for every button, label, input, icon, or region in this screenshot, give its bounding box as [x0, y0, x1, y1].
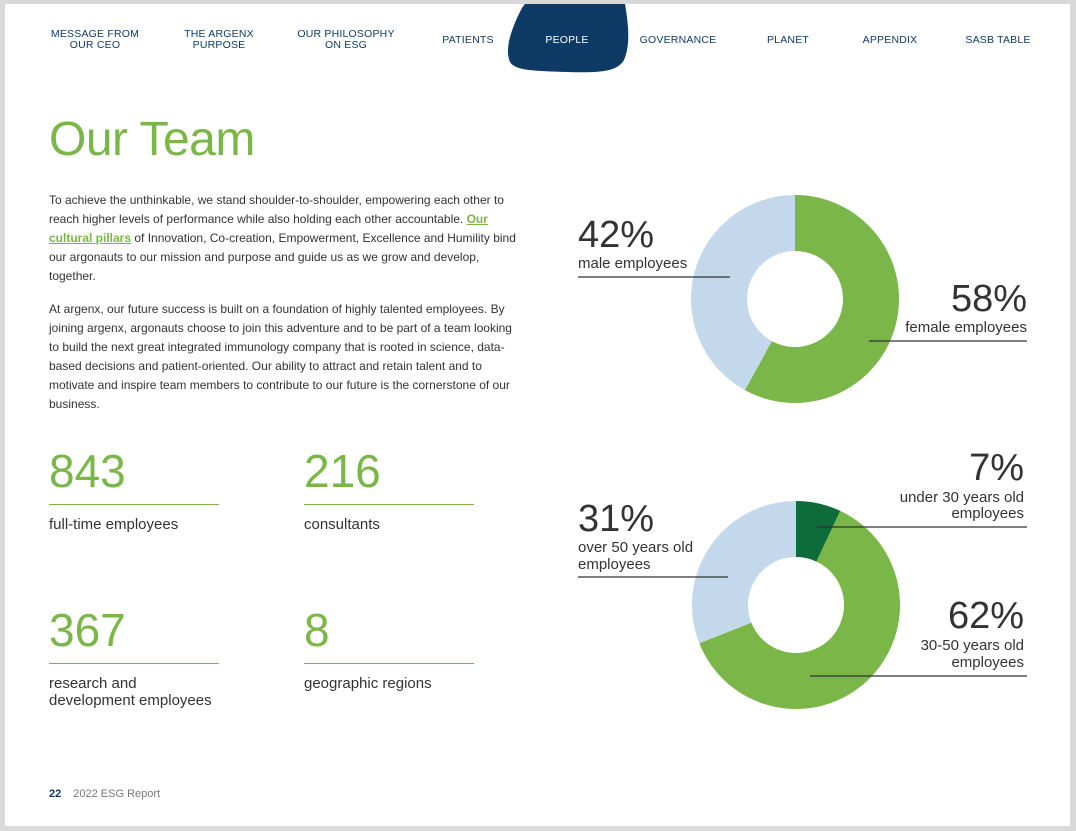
nav-item-appendix[interactable]: APPENDIX — [862, 33, 918, 46]
callout-30-50-line2: employees — [951, 654, 1024, 671]
intro-text: To achieve the unthinkable, we stand shoulder-to-shoulder, empowering each other to reach higher levels of performance while also holding each other accountable. — [49, 193, 504, 226]
callout-over50-line2: employees — [578, 556, 651, 573]
intro-paragraph-2: At argenx, our future success is built on a foundation of highly talented employees. By joining argenx, argonauts choose to join this adventure and to be part of a team looking to build the next great integrated immunology company that is rooted in science, data-based decisions and patient-oriented. Our ability to attract and retain talent and to motivate and inspire team members to contribute to our future is the cornerstone of our business. — [49, 302, 512, 411]
donut-slice-over-50-years-old-employees — [692, 501, 796, 643]
page-number: 22 — [49, 788, 62, 800]
nav-item-sasb-table[interactable]: SASB TABLE — [965, 33, 1031, 46]
nav-item-patients[interactable]: PATIENTS — [442, 33, 494, 46]
stat-value: 216 — [304, 445, 381, 497]
callout-30-50-pct: 62% — [947, 595, 1024, 637]
stat-label: research and development employees — [49, 675, 212, 709]
callout-female-pct: 58% — [950, 278, 1027, 320]
stat-value: 8 — [304, 604, 330, 656]
callout-male-pct: 42% — [578, 214, 655, 256]
callout-under30-line2: employees — [951, 505, 1024, 522]
intro-text-continued: of Innovation, Co-creation, Empowerment, Excellence and Humility bind our argonauts to our mission and purpose and guide us as we grow and develop, together. — [49, 231, 516, 283]
page-title: Our Team — [49, 113, 255, 166]
stat-value: 367 — [49, 604, 126, 656]
charts-layer — [5, 4, 1070, 826]
age-donut-chart — [692, 501, 900, 709]
report-page — [5, 4, 1070, 826]
nav-item-governance[interactable]: GOVERNANCE — [639, 33, 717, 46]
gender-donut-chart — [691, 195, 899, 403]
nav-item-philosophy-on-esg[interactable]: OUR PHILOSOPHY ON ESG — [297, 28, 395, 51]
page-footer — [49, 788, 160, 800]
stat-value: 843 — [49, 445, 126, 497]
callout-under30-line1: under 30 years old — [899, 489, 1024, 506]
callout-over50-pct: 31% — [578, 498, 655, 540]
nav-item-argenx-purpose[interactable]: THE ARGENX PURPOSE — [184, 28, 254, 51]
callout-female-label: female employees — [905, 319, 1027, 336]
callout-male-label: male employees — [578, 255, 688, 272]
callout-over50-line1: over 50 years old — [578, 539, 694, 556]
cultural-pillars-link[interactable]: Our cultural pillars — [49, 212, 488, 245]
callout-under30-pct: 7% — [969, 447, 1024, 489]
stat-label: geographic regions — [304, 675, 432, 692]
nav-item-people[interactable]: PEOPLE — [545, 33, 589, 46]
callout-under30 — [817, 447, 1027, 527]
callout-30-50-line1: 30-50 years old — [920, 637, 1024, 654]
stat-label: full-time employees — [49, 516, 179, 533]
stat-label: consultants — [304, 516, 380, 533]
nav-item-planet[interactable]: PLANET — [766, 33, 810, 46]
nav-item-message-from-ceo[interactable]: MESSAGE FROM OUR CEO — [50, 28, 140, 51]
report-title: 2022 ESG Report — [73, 788, 161, 800]
